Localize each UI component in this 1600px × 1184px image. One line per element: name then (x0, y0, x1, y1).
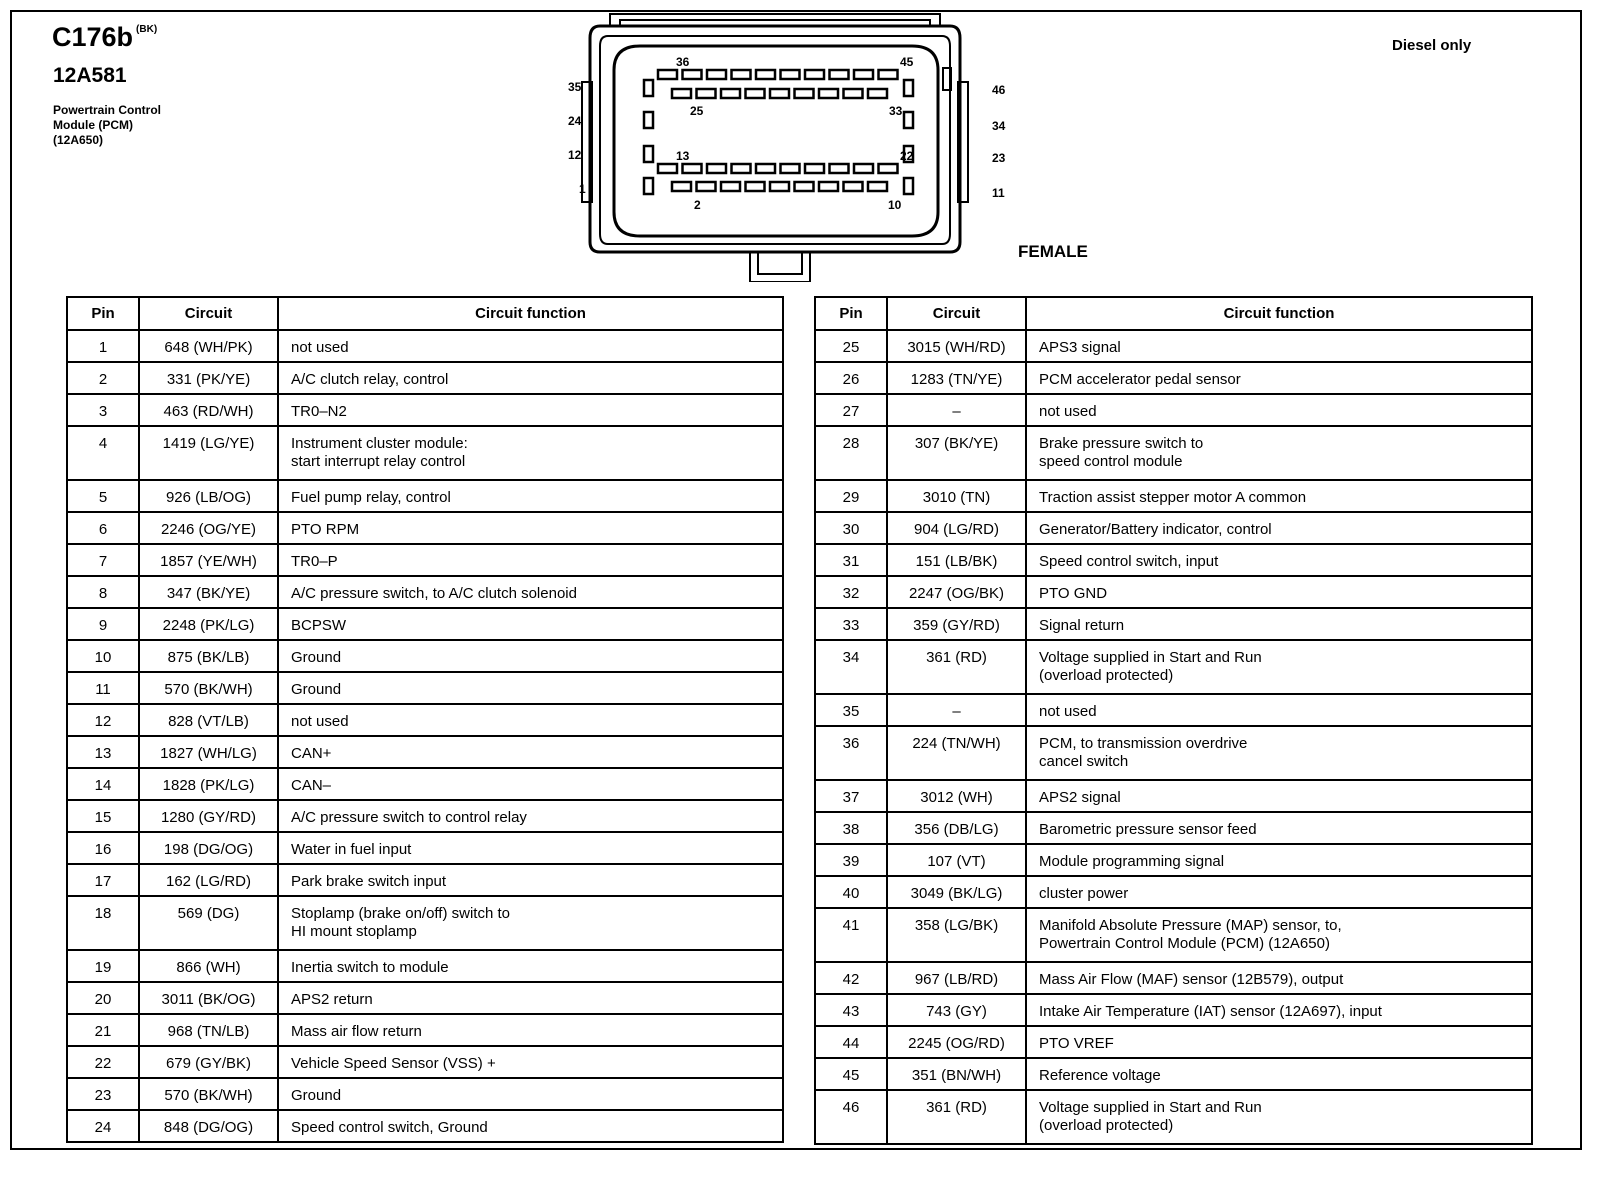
circuit-cell: 351 (BN/WH) (887, 1058, 1026, 1090)
circuit-cell: 3010 (TN) (887, 480, 1026, 512)
function-cell: PCM, to transmission overdrive cancel switch (1026, 726, 1532, 780)
pin-cell: 23 (67, 1078, 139, 1110)
pin-cell: 24 (67, 1110, 139, 1142)
connector-gender: FEMALE (1018, 242, 1088, 261)
table-row (67, 896, 783, 950)
table-row (67, 480, 783, 512)
pin-table-left (66, 296, 784, 1143)
pin-cell: 45 (815, 1058, 887, 1090)
pin-cell: 10 (67, 640, 139, 672)
pin-cell: 41 (815, 908, 887, 962)
pin-cell: 21 (67, 1014, 139, 1046)
function-cell: not used (278, 704, 783, 736)
table-row (67, 544, 783, 576)
circuit-cell: 1828 (PK/LG) (139, 768, 278, 800)
circuit-cell: 866 (WH) (139, 950, 278, 982)
circuit-cell: 875 (BK/LB) (139, 640, 278, 672)
pin-cell: 22 (67, 1046, 139, 1078)
circuit-cell: 198 (DG/OG) (139, 832, 278, 864)
diesel-note: Diesel only (1392, 37, 1472, 54)
table-row (67, 1110, 783, 1142)
connector-face-diagram (560, 12, 990, 282)
function-cell: Inertia switch to module (278, 950, 783, 982)
function-cell: Ground (278, 1078, 783, 1110)
pin-label-2: 2 (694, 198, 701, 212)
pin-cell: 43 (815, 994, 887, 1026)
function-cell: not used (1026, 394, 1532, 426)
connector-id-text: C176b (52, 22, 134, 52)
pin-table-right (814, 296, 1533, 1145)
pin-cell: 27 (815, 394, 887, 426)
circuit-cell: 347 (BK/YE) (139, 576, 278, 608)
function-cell: Module programming signal (1026, 844, 1532, 876)
pin-cell: 2 (67, 362, 139, 394)
pin-cell: 44 (815, 1026, 887, 1058)
circuit-cell: 570 (BK/WH) (139, 672, 278, 704)
function-cell: A/C pressure switch to control relay (278, 800, 783, 832)
table-row (815, 330, 1532, 362)
pin-cell: 19 (67, 950, 139, 982)
pin-cell: 38 (815, 812, 887, 844)
function-cell: Park brake switch input (278, 864, 783, 896)
function-cell: Mass Air Flow (MAF) sensor (12B579), output (1026, 962, 1532, 994)
circuit-cell: 569 (DG) (139, 896, 278, 950)
pin-cell: 39 (815, 844, 887, 876)
function-cell: PTO GND (1026, 576, 1532, 608)
pin-cell: 28 (815, 426, 887, 480)
table-row (67, 768, 783, 800)
function-cell: Mass air flow return (278, 1014, 783, 1046)
table-row (815, 512, 1532, 544)
pin-cell: 1 (67, 330, 139, 362)
circuit-cell: – (887, 694, 1026, 726)
connector-color: (BK) (136, 24, 158, 35)
function-cell: Brake pressure switch to speed control module (1026, 426, 1532, 480)
table-row (67, 672, 783, 704)
function-cell: Instrument cluster module: start interrupt relay control (278, 426, 783, 480)
pin-cell: 17 (67, 864, 139, 896)
circuit-cell: 1857 (YE/WH) (139, 544, 278, 576)
pin-cell: 7 (67, 544, 139, 576)
pin-cell: 15 (67, 800, 139, 832)
pin-label-13: 13 (676, 149, 690, 163)
function-cell: A/C clutch relay, control (278, 362, 783, 394)
circuit-cell: 1827 (WH/LG) (139, 736, 278, 768)
circuit-cell: 743 (GY) (887, 994, 1026, 1026)
pin-cell: 26 (815, 362, 887, 394)
pin-label-36: 36 (676, 55, 690, 69)
pin-cell: 29 (815, 480, 887, 512)
function-cell: Ground (278, 672, 783, 704)
pin-cell: 9 (67, 608, 139, 640)
table-row (815, 576, 1532, 608)
table-row (815, 1026, 1532, 1058)
circuit-cell: 3015 (WH/RD) (887, 330, 1026, 362)
circuit-cell: 828 (VT/LB) (139, 704, 278, 736)
circuit-cell: 2245 (OG/RD) (887, 1026, 1026, 1058)
circuit-cell: 358 (LG/BK) (887, 908, 1026, 962)
table-row (67, 576, 783, 608)
function-cell: PCM accelerator pedal sensor (1026, 362, 1532, 394)
table-row (67, 704, 783, 736)
table-row (815, 1090, 1532, 1144)
pin-cell: 32 (815, 576, 887, 608)
table-row (815, 780, 1532, 812)
table-row (67, 394, 783, 426)
circuit-cell: 2248 (PK/LG) (139, 608, 278, 640)
table-row (815, 844, 1532, 876)
pin-label-45: 45 (900, 55, 914, 69)
pin-cell: 42 (815, 962, 887, 994)
pin-cell: 5 (67, 480, 139, 512)
pin-cell: 12 (67, 704, 139, 736)
function-cell: CAN+ (278, 736, 783, 768)
circuit-cell: 224 (TN/WH) (887, 726, 1026, 780)
table-row (815, 426, 1532, 480)
circuit-cell: – (887, 394, 1026, 426)
circuit-cell: 463 (RD/WH) (139, 394, 278, 426)
pin-label-11: 11 (992, 186, 1005, 200)
table-header-row (815, 297, 1532, 330)
column-header-circuit: Circuit (887, 297, 1026, 330)
circuit-cell: 3011 (BK/OG) (139, 982, 278, 1014)
circuit-cell: 162 (LG/RD) (139, 864, 278, 896)
function-cell: APS2 signal (1026, 780, 1532, 812)
pin-cell: 46 (815, 1090, 887, 1144)
table-row (815, 812, 1532, 844)
pin-label-35: 35 (568, 80, 582, 94)
table-row (815, 608, 1532, 640)
circuit-cell: 904 (LG/RD) (887, 512, 1026, 544)
circuit-cell: 679 (GY/BK) (139, 1046, 278, 1078)
table-row (815, 694, 1532, 726)
function-cell: PTO RPM (278, 512, 783, 544)
circuit-cell: 151 (LB/BK) (887, 544, 1026, 576)
function-cell: Water in fuel input (278, 832, 783, 864)
pin-label-1: 1 (579, 182, 586, 196)
table-row (815, 480, 1532, 512)
circuit-cell: 570 (BK/WH) (139, 1078, 278, 1110)
pin-cell: 18 (67, 896, 139, 950)
circuit-cell: 356 (DB/LG) (887, 812, 1026, 844)
table-row (67, 362, 783, 394)
table-row (815, 726, 1532, 780)
function-cell: PTO VREF (1026, 1026, 1532, 1058)
pin-cell: 25 (815, 330, 887, 362)
table-row (67, 800, 783, 832)
pin-label-25: 25 (690, 104, 704, 118)
function-cell: Signal return (1026, 608, 1532, 640)
pin-label-12: 12 (568, 148, 582, 162)
pin-cell: 30 (815, 512, 887, 544)
pin-label-24: 24 (568, 114, 582, 128)
function-cell: Traction assist stepper motor A common (1026, 480, 1532, 512)
function-cell: A/C pressure switch, to A/C clutch solenoid (278, 576, 783, 608)
table-row (67, 736, 783, 768)
circuit-cell: 107 (VT) (887, 844, 1026, 876)
pin-cell: 37 (815, 780, 887, 812)
circuit-cell: 2246 (OG/YE) (139, 512, 278, 544)
column-header-pin: Pin (67, 297, 139, 330)
pin-cell: 35 (815, 694, 887, 726)
table-row (815, 544, 1532, 576)
pin-cell: 40 (815, 876, 887, 908)
function-cell: Speed control switch, input (1026, 544, 1532, 576)
function-cell: Vehicle Speed Sensor (VSS) + (278, 1046, 783, 1078)
pin-cell: 4 (67, 426, 139, 480)
table-row (67, 832, 783, 864)
pin-label-22: 22 (900, 149, 914, 163)
table-row (815, 640, 1532, 694)
circuit-cell: 3012 (WH) (887, 780, 1026, 812)
table-row (815, 1058, 1532, 1090)
circuit-cell: 1419 (LG/YE) (139, 426, 278, 480)
pin-cell: 16 (67, 832, 139, 864)
function-cell: Generator/Battery indicator, control (1026, 512, 1532, 544)
table-row (67, 1014, 783, 1046)
circuit-cell: 331 (PK/YE) (139, 362, 278, 394)
pin-cell: 8 (67, 576, 139, 608)
table-row (67, 982, 783, 1014)
function-cell: Ground (278, 640, 783, 672)
circuit-cell: 359 (GY/RD) (887, 608, 1026, 640)
pin-label-10: 10 (888, 198, 902, 212)
circuit-cell: 3049 (BK/LG) (887, 876, 1026, 908)
table-row (67, 1078, 783, 1110)
circuit-cell: 361 (RD) (887, 1090, 1026, 1144)
function-cell: Manifold Absolute Pressure (MAP) sensor, to, Powertrain Control Module (PCM) (12A650) (1026, 908, 1532, 962)
table-row (67, 640, 783, 672)
function-cell: not used (1026, 694, 1532, 726)
module-description: Powertrain Control Module (PCM) (12A650) (53, 103, 162, 147)
column-header-circuit: Circuit (139, 297, 278, 330)
function-cell: Speed control switch, Ground (278, 1110, 783, 1142)
function-cell: not used (278, 330, 783, 362)
pin-cell: 14 (67, 768, 139, 800)
circuit-cell: 968 (TN/LB) (139, 1014, 278, 1046)
table-row (815, 394, 1532, 426)
part-number: 12A581 (53, 64, 127, 87)
circuit-cell: 848 (DG/OG) (139, 1110, 278, 1142)
function-cell: TR0–N2 (278, 394, 783, 426)
function-cell: Voltage supplied in Start and Run (overload protected) (1026, 640, 1532, 694)
pin-cell: 31 (815, 544, 887, 576)
circuit-cell: 307 (BK/YE) (887, 426, 1026, 480)
table-row (67, 426, 783, 480)
table-row (815, 362, 1532, 394)
function-cell: TR0–P (278, 544, 783, 576)
table-row (67, 950, 783, 982)
circuit-cell: 1283 (TN/YE) (887, 362, 1026, 394)
pin-label-34: 34 (992, 119, 1006, 133)
table-row (815, 908, 1532, 962)
circuit-cell: 361 (RD) (887, 640, 1026, 694)
table-row (67, 330, 783, 362)
pin-cell: 36 (815, 726, 887, 780)
pin-label-23: 23 (992, 151, 1006, 165)
function-cell: Stoplamp (brake on/off) switch to HI mount stoplamp (278, 896, 783, 950)
function-cell: BCPSW (278, 608, 783, 640)
function-cell: cluster power (1026, 876, 1532, 908)
pin-label-46: 46 (992, 83, 1006, 97)
table-row (67, 1046, 783, 1078)
circuit-cell: 1280 (GY/RD) (139, 800, 278, 832)
table-header-row (67, 297, 783, 330)
function-cell: Barometric pressure sensor feed (1026, 812, 1532, 844)
table-row (67, 512, 783, 544)
function-cell: Fuel pump relay, control (278, 480, 783, 512)
pin-cell: 13 (67, 736, 139, 768)
pin-cell: 33 (815, 608, 887, 640)
pin-cell: 34 (815, 640, 887, 694)
function-cell: APS3 signal (1026, 330, 1532, 362)
pin-label-33: 33 (889, 104, 903, 118)
function-cell: Voltage supplied in Start and Run (overload protected) (1026, 1090, 1532, 1144)
pin-cell: 3 (67, 394, 139, 426)
function-cell: APS2 return (278, 982, 783, 1014)
table-row (67, 608, 783, 640)
function-cell: CAN– (278, 768, 783, 800)
table-row (815, 962, 1532, 994)
pin-cell: 20 (67, 982, 139, 1014)
table-row (815, 994, 1532, 1026)
connector-id (52, 22, 157, 53)
circuit-cell: 2247 (OG/BK) (887, 576, 1026, 608)
function-cell: Reference voltage (1026, 1058, 1532, 1090)
column-header-pin: Pin (815, 297, 887, 330)
table-row (67, 864, 783, 896)
circuit-cell: 926 (LB/OG) (139, 480, 278, 512)
column-header-function: Circuit function (1026, 297, 1532, 330)
table-row (815, 876, 1532, 908)
pin-cell: 6 (67, 512, 139, 544)
pin-cell: 11 (67, 672, 139, 704)
circuit-cell: 648 (WH/PK) (139, 330, 278, 362)
circuit-cell: 967 (LB/RD) (887, 962, 1026, 994)
column-header-function: Circuit function (278, 297, 783, 330)
function-cell: Intake Air Temperature (IAT) sensor (12A697), input (1026, 994, 1532, 1026)
